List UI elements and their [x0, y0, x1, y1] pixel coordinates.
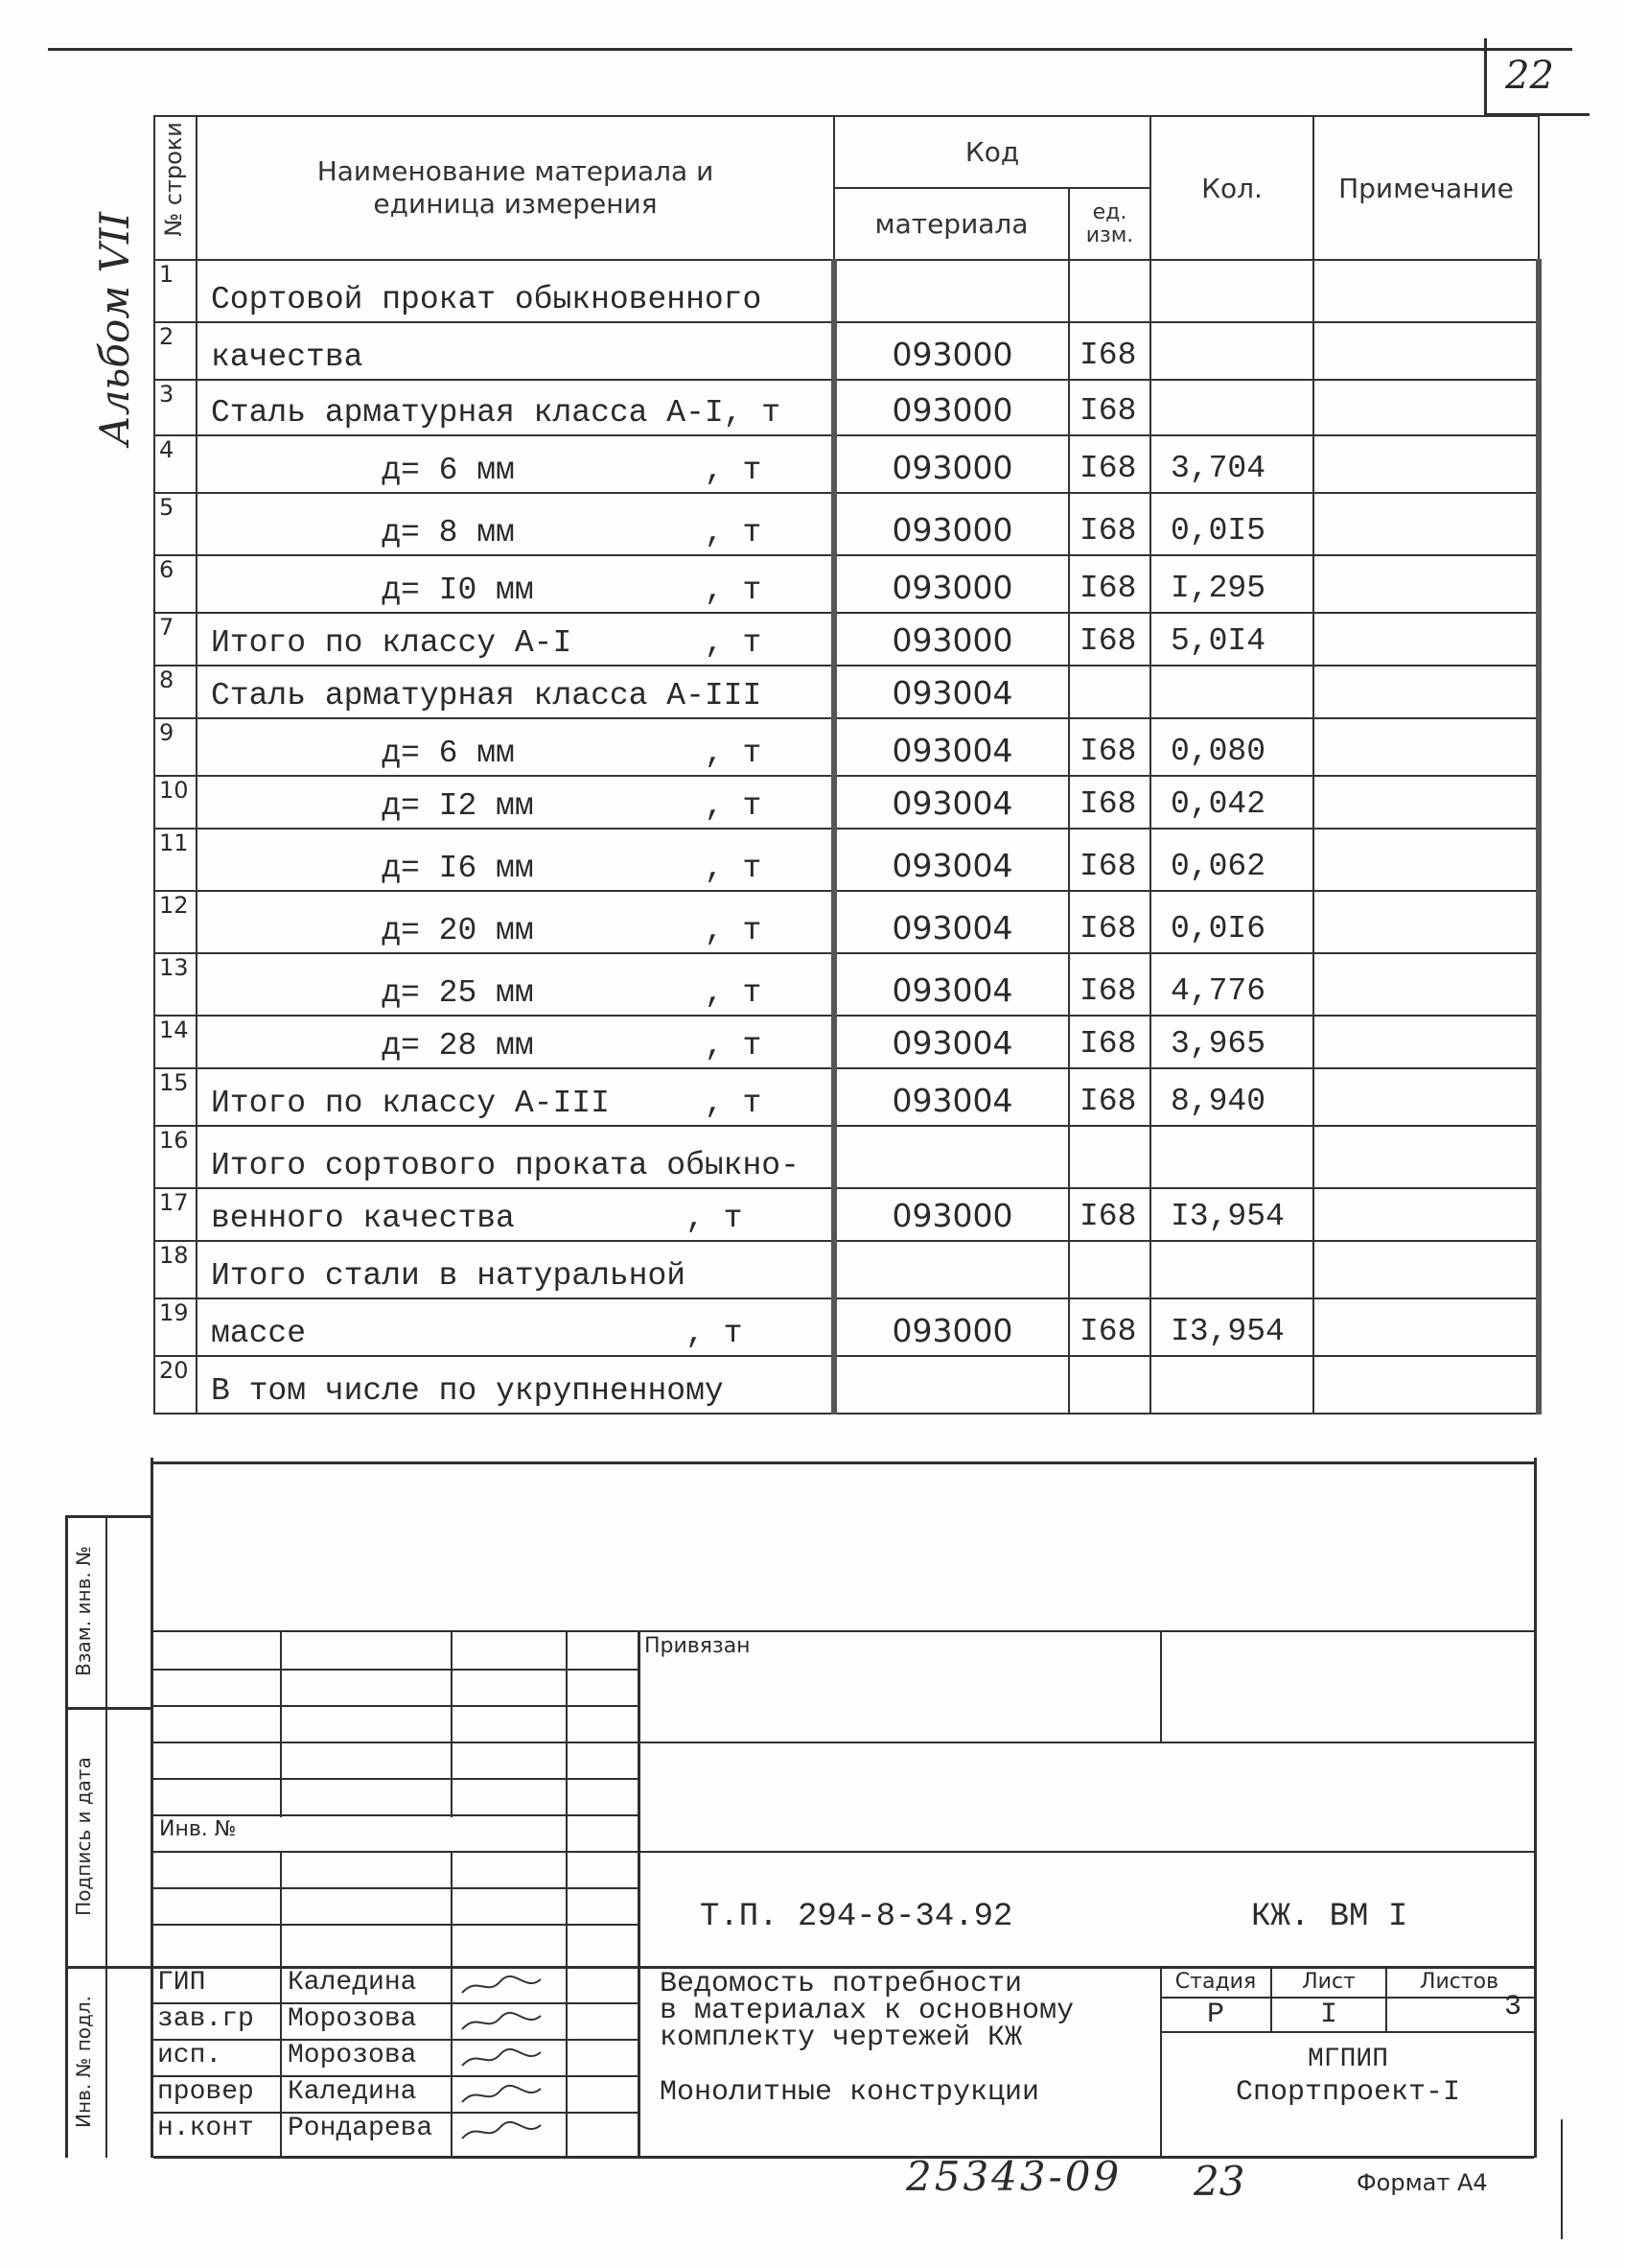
unit-code: I68 [1069, 1188, 1150, 1241]
table-row [154, 493, 1539, 555]
header-name: Наименование материала и единица измерения [197, 116, 834, 260]
material-code: 093000 [834, 1298, 1069, 1356]
material-name: д= I2 мм , т [197, 776, 834, 829]
material-code: 093000 [834, 435, 1069, 493]
quantity [1150, 380, 1313, 435]
material-code: 093004 [834, 666, 1069, 718]
doc-title-2: в материалах к основному [660, 1995, 1075, 2027]
album-label: Альбом VII [91, 211, 138, 446]
note-cell [1313, 1016, 1539, 1068]
note-cell [1313, 1356, 1539, 1414]
unit-code [1069, 1126, 1150, 1188]
quantity [1150, 1126, 1313, 1188]
archive-number: 25343-09 [906, 2153, 1123, 2200]
row-number: 6 [154, 555, 197, 613]
quantity: 4,776 [1150, 953, 1313, 1016]
tb-v3 [566, 1630, 568, 2158]
material-code [834, 1356, 1069, 1414]
table-row [154, 1016, 1539, 1068]
material-code: 093004 [834, 829, 1069, 891]
material-name: д= 20 мм , т [197, 891, 834, 953]
row-number: 14 [154, 1016, 197, 1068]
unit-code: I68 [1069, 776, 1150, 829]
material-code [834, 1241, 1069, 1298]
row-number: 15 [154, 1068, 197, 1126]
sheets-label: Листов [1419, 1970, 1499, 1994]
table-row [154, 891, 1539, 953]
unit-code: I68 [1069, 718, 1150, 776]
material-name: д= 8 мм , т [197, 493, 834, 555]
doc-title-1: Ведомость потребности [660, 1968, 1023, 2000]
note-cell [1313, 613, 1539, 666]
header-code-material: материала [834, 188, 1069, 260]
row-number: 16 [154, 1126, 197, 1188]
vzam-inv-label: Взам. инв. № [72, 1546, 95, 1676]
note-cell [1313, 829, 1539, 891]
material-name: качества [197, 322, 834, 380]
footer-page-number: 23 [1194, 2158, 1245, 2205]
quantity: 0,080 [1150, 718, 1313, 776]
quantity [1150, 1241, 1313, 1298]
tb-top [153, 1630, 1534, 1632]
signer-name: Каледина [288, 2077, 417, 2107]
table-row [154, 555, 1539, 613]
row-number: 11 [154, 829, 197, 891]
page-number-box-left [1484, 38, 1487, 115]
material-name: д= 6 мм , т [197, 435, 834, 493]
tb-bottom [153, 2156, 1534, 2159]
table-row [154, 260, 1539, 322]
unit-code [1069, 1241, 1150, 1298]
sheet-value: I [1319, 1999, 1337, 2031]
table-row [154, 1356, 1539, 1414]
quantity: 8,940 [1150, 1068, 1313, 1126]
stage-label: Стадия [1174, 1970, 1257, 1994]
quantity: I,295 [1150, 555, 1313, 613]
left-frame-line [151, 1458, 153, 2158]
table-row [154, 829, 1539, 891]
right-frame-line [1534, 1458, 1537, 2158]
unit-code: I68 [1069, 555, 1150, 613]
quantity [1150, 1356, 1313, 1414]
material-name: Итого по классу А-I , т [197, 613, 834, 666]
org-name-1: МГПИП [1307, 2045, 1388, 2074]
tb-h3 [153, 1742, 1534, 1743]
note-cell [1313, 322, 1539, 380]
object-name: Монолитные конструкции [660, 2076, 1040, 2109]
row-number: 8 [154, 666, 197, 718]
unit-code: I68 [1069, 1068, 1150, 1126]
material-name: д= 25 мм , т [197, 953, 834, 1016]
note-cell [1313, 953, 1539, 1016]
signer-role: провер [157, 2077, 254, 2107]
unit-code: I68 [1069, 1016, 1150, 1068]
unit-code: I68 [1069, 891, 1150, 953]
doc-title-3: комплекту чертежей КЖ [660, 2022, 1023, 2054]
material-code: 093004 [834, 1068, 1069, 1126]
unit-code [1069, 1356, 1150, 1414]
side-strip-left [65, 1515, 68, 2158]
material-name: Сортовой прокат обыкновенного [197, 260, 834, 322]
note-cell [1313, 1068, 1539, 1126]
signer-name: Рондарева [288, 2114, 433, 2143]
note-cell [1313, 891, 1539, 953]
set-code: КЖ. ВМ I [1251, 1899, 1408, 1935]
signer-role: ГИП [157, 1968, 206, 1998]
sheet-label: Лист [1302, 1970, 1356, 1994]
note-cell [1313, 555, 1539, 613]
material-name: Сталь арматурная класса А-III [197, 666, 834, 718]
header-qty: Кол. [1150, 116, 1313, 260]
material-code: 093004 [834, 776, 1069, 829]
row-number: 7 [154, 613, 197, 666]
table-row [154, 953, 1539, 1016]
material-name: д= I0 мм , т [197, 555, 834, 613]
header-row-no: № строки [154, 116, 197, 260]
unit-code: I68 [1069, 493, 1150, 555]
material-code: 093000 [834, 555, 1069, 613]
material-code: 093000 [834, 493, 1069, 555]
table-row [154, 1068, 1539, 1126]
material-name: Сталь арматурная класса А-I, т [197, 380, 834, 435]
table-row [154, 380, 1539, 435]
note-cell [1313, 435, 1539, 493]
header-note: Примечание [1313, 116, 1539, 260]
unit-code: I68 [1069, 829, 1150, 891]
material-code: 093004 [834, 891, 1069, 953]
material-name: д= I6 мм , т [197, 829, 834, 891]
tb-v2b [451, 1851, 453, 2158]
table-row [154, 718, 1539, 776]
material-code: 093004 [834, 953, 1069, 1016]
quantity: 0,0I5 [1150, 493, 1313, 555]
side-strip-div1 [65, 1707, 153, 1710]
note-cell [1313, 260, 1539, 322]
table-row [154, 613, 1539, 666]
quantity [1150, 260, 1313, 322]
row-number: 2 [154, 322, 197, 380]
unit-code [1069, 260, 1150, 322]
note-cell [1313, 1126, 1539, 1188]
sheets-value: 3 [1503, 1991, 1521, 2023]
unit-code: I68 [1069, 435, 1150, 493]
note-cell [1313, 380, 1539, 435]
material-name: венного качества , т [197, 1188, 834, 1241]
signer-name: Каледина [288, 1968, 417, 1998]
material-code: 093004 [834, 718, 1069, 776]
material-code: 093000 [834, 380, 1069, 435]
tb-v1 [280, 1630, 282, 1817]
quantity: 3,704 [1150, 435, 1313, 493]
row-number: 4 [154, 435, 197, 493]
table-row [154, 1126, 1539, 1188]
row-number: 19 [154, 1298, 197, 1356]
material-name: Итого сортового проката обыкно- [197, 1126, 834, 1188]
row-number: 1 [154, 260, 197, 322]
note-cell [1313, 1298, 1539, 1356]
paper-format: Формат А4 [1357, 2169, 1488, 2196]
table-row [154, 1298, 1539, 1356]
tb-v1b [280, 1851, 282, 2158]
quantity [1150, 322, 1313, 380]
material-name: В том числе по укрупненному [197, 1356, 834, 1414]
materials-table [153, 115, 1542, 1415]
table-row [154, 666, 1539, 718]
material-code: 093004 [834, 1016, 1069, 1068]
row-number: 12 [154, 891, 197, 953]
note-cell [1313, 493, 1539, 555]
unit-code: I68 [1069, 1298, 1150, 1356]
note-cell [1313, 666, 1539, 718]
signer-name: Морозова [288, 2041, 417, 2070]
tb-v2 [451, 1630, 453, 1817]
table-row [154, 435, 1539, 493]
signer-role: н.конт [157, 2114, 254, 2143]
note-cell [1313, 1241, 1539, 1298]
material-code: 093000 [834, 1188, 1069, 1241]
signature-mark [458, 2010, 545, 2033]
inv-no-label: Инв. № [159, 1817, 237, 1841]
unit-code [1069, 666, 1150, 718]
quantity: I3,954 [1150, 1298, 1313, 1356]
table-row [154, 1188, 1539, 1241]
material-name: д= 6 мм , т [197, 718, 834, 776]
note-cell [1313, 718, 1539, 776]
material-name: Итого стали в натуральной [197, 1241, 834, 1298]
unit-code: I68 [1069, 380, 1150, 435]
row-number: 17 [154, 1188, 197, 1241]
unit-code: I68 [1069, 953, 1150, 1016]
material-code: 093000 [834, 613, 1069, 666]
material-name: д= 28 мм , т [197, 1016, 834, 1068]
material-code [834, 260, 1069, 322]
inv-podl-label: Инв. № подл. [72, 1996, 95, 2128]
note-cell [1313, 776, 1539, 829]
stage-value: Р [1206, 1999, 1224, 2031]
table-row [154, 776, 1539, 829]
row-number: 18 [154, 1241, 197, 1298]
table-row [154, 1241, 1539, 1298]
material-code: 093000 [834, 322, 1069, 380]
tb-stamp-h2 [1160, 2031, 1534, 2033]
row-number: 13 [154, 953, 197, 1016]
quantity: 0,042 [1150, 776, 1313, 829]
material-name: Итого по классу А-III , т [197, 1068, 834, 1126]
row-number: 9 [154, 718, 197, 776]
tb-v4 [638, 1630, 640, 2158]
material-name: массе , т [197, 1298, 834, 1356]
quantity: 0,062 [1150, 829, 1313, 891]
row-number: 5 [154, 493, 197, 555]
header-code-unit: ед. изм. [1069, 188, 1150, 260]
quantity: 3,965 [1150, 1016, 1313, 1068]
table-bottom-line [151, 1461, 1537, 1464]
signature-mark [458, 2083, 545, 2106]
unit-code: I68 [1069, 322, 1150, 380]
header-code: Код [834, 116, 1150, 188]
note-cell [1313, 1188, 1539, 1241]
unit-code: I68 [1069, 613, 1150, 666]
top-frame-line [48, 48, 1572, 51]
row-number: 20 [154, 1356, 197, 1414]
quantity [1150, 666, 1313, 718]
tb-h6 [153, 1851, 1534, 1853]
signature-mark [458, 1974, 545, 1997]
org-name-2: Спортпроект-I [1235, 2076, 1461, 2109]
signature-mark [458, 2119, 545, 2142]
signer-role: зав.гр [157, 2004, 254, 2034]
page-number: 22 [1505, 54, 1554, 98]
tb-privyaz-v [1160, 1630, 1162, 1742]
signature-mark [458, 2046, 545, 2069]
quantity: I3,954 [1150, 1188, 1313, 1241]
row-number: 10 [154, 776, 197, 829]
privyazan-label: Привязан [644, 1634, 751, 1658]
podpis-label: Подпись и дата [72, 1757, 95, 1916]
signer-role: исп. [157, 2041, 222, 2070]
side-strip-div-inner [105, 1515, 107, 2158]
quantity: 5,0I4 [1150, 613, 1313, 666]
table-row [154, 322, 1539, 380]
material-code [834, 1126, 1069, 1188]
footer-right-line [1561, 2119, 1563, 2239]
signer-name: Морозова [288, 2004, 417, 2034]
row-number: 3 [154, 380, 197, 435]
designation: Т.П. 294-8-34.92 [700, 1899, 1013, 1935]
quantity: 0,0I6 [1150, 891, 1313, 953]
